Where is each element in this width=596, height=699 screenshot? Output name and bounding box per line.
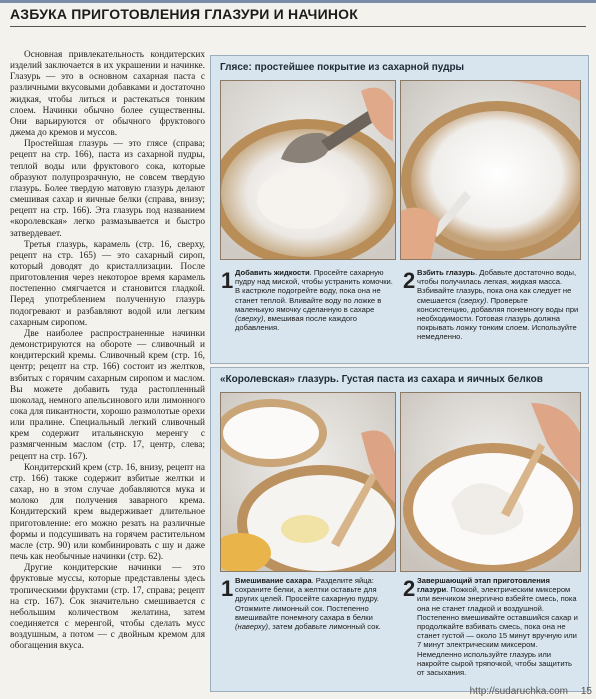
glace-panel [210,55,589,364]
body-text-column [10,50,205,690]
glace-step-2-text: . Добавьте достаточно воды, чтобы получилась легкая, жидкая масса. Взбивайте глазурь, пока она как следует не смешается [417,268,577,305]
glace-step-1-heading: Добавить жидкости [235,268,310,277]
glace-step-1-tail: , вмешивая после каждого добавления. [235,314,357,333]
royal-step-1 [235,576,393,631]
body-paragraph-3: Третья глазурь, карамель (стр. 16, сверху, рецепт на стр. 165) — это сахарный сироп, который доводят до кристаллизации. После приготовления через некоторое время карамель постепенно смягчается и становится гладкой. Перед употреблением полученную глазурь подогревают и разбавляют водой или легким сахарным сиропом. [10,239,205,328]
glace-panel-title: Глясе: простейшее покрытие из сахарной пудры [220,62,465,73]
body-paragraph-6: Другие кондитерские начинки — это фруктовые муссы, которые представлены здесь тропическими фруктами (стр. 17, справа; рецепт на стр. 167). Сок значительно смешивается с небольшим количеством желатина, затем соединяется с меренгой, чтобы сделать мусс воздушным, а потом — с двойным кремом для обогащения вкуса. [10,563,205,652]
body-paragraph-2: Простейшая глазурь — это глясе (справа; рецепт на стр. 166), паста из сахарной пудры, теплой воды или фруктового сока, которые образуют полупрозрачную, не совсем твердую глазурь. Более твердую матовую глазурь делают смешивая сахар и яичные белки (справа, внизу; рецепт на стр. 166). Эта глазурь под названием «королевская» легко размазывается и быстро затвердевает. [10,139,205,239]
royal-step-2-text: . Пожкой, электрическим миксером или венчиком энергично взбейте смесь, пока она не станет гладкой и воздушной. Постепенно вмешивайте оставшийся сахар и продолжайте взбивать смесь, пока она не станет густой — около 15 минут вручную или 7 минут электрическим миксером. Немедленно используйте глазурь или накройте сырой тряпочкой, чтобы защитить от засыхания. [417,585,578,678]
page-number: 15 [580,686,592,697]
photo-mix-sugar [220,392,396,572]
watermark-url: http://sudaruchka.com [469,686,568,697]
photo-beat-icing-illustration [401,393,580,571]
glace-step-2-ref: (сверху) [457,295,487,305]
glace-step-1-ref: (сверху) [235,314,264,324]
body-paragraph-1: Основная привлекательность кондитерских изделий заключается в их украшении и начинке. Глазурь — это в основном сахарная паста с различными вкусовыми добавками и достаточно жидкая, чтобы литься и растекаться тонким слоем. Начинки обычно более существенны. Они варьируются от обычного фруктового джема до кремов и муссов. [10,50,205,139]
photo-beat-icing [400,392,581,572]
photo-sift-sugar [220,80,396,260]
royal-step-2 [417,576,580,677]
royal-icing-panel-title: «Королевская» глазурь. Густая паста из сахара и яичных белков [220,374,543,385]
glace-step-1 [235,268,393,332]
glace-step-2 [417,268,580,342]
royal-icing-panel [210,367,589,692]
glace-step-2-heading: Взбить глазурь [417,268,476,277]
royal-step-1-heading: Вмешивание сахара [235,576,312,585]
royal-step-1-tail: , затем добавьте лимонный сок. [268,622,381,632]
top-rule [0,0,596,3]
royal-step-2-number: 2 [403,576,416,601]
photo-mix-sugar-illustration [221,393,395,571]
photo-sift-sugar-illustration [221,81,395,259]
royal-step-1-text: . Разделите яйца: сохраните белки, а желтки оставьте для других целей. Просейте сахарную пудру. Отожмите лимонный сок. Постепенно вмешивайте понемногу сахара в белки [235,576,379,622]
page-title: АЗБУКА ПРИГОТОВЛЕНИЯ ГЛАЗУРИ И НАЧИНОК [10,6,359,22]
royal-step-1-number: 1 [221,576,234,601]
glace-step-1-number: 1 [221,268,234,293]
glace-step-2-number: 2 [403,268,416,293]
photo-whisk-glaze-illustration [401,81,580,259]
body-paragraph-4: Две наиболее распространенные начинки демонстрируются на обороте — сливочный и кондитерский кремы. Сливочный крем (стр. 16, центр; рецепт на стр. 166) состоит из желтков, взбитых с горячим сахарным сиропом и маслом. Вы можете добавить туда растопленный шоколад, немного апельсинового или лимонного сока для пикантности, хорошо размолотые орехи или пралине. Специальный легкий сливочный крем содержит итальянскую меренгу с размягченным маслом (стр. 17, центр, слева; рецепт на стр. 167). [10,328,205,462]
title-divider [10,26,586,27]
royal-step-1-ref: (наверху) [235,622,269,632]
body-paragraph-5: Кондитерский крем (стр. 16, внизу, рецепт на стр. 166) также содержит взбитые желтки и сахар, но в этом случае добавляются мука и молоко для получения заварного крема. Кондитерский крем выдерживает длительное приготовление: его можно резать на различные формы и подсушивать на горячем растительном масле (стр. 90) или комбинировать с шу и даже печь как необычные начинки (стр. 62). [10,462,205,563]
glace-step-2-tail: . Проверьте консистенцию, добавляя понемногу воды при необходимости. Готовая глазурь должна покрывать ложку тонким слоем. Используйте немедленно. [417,295,579,342]
glace-step-1-text: . Просейте сахарную пудру над миской, чтобы устранить комочки. В кастрюле подогрейте воду, пока она не станет теплой. Вливайте воду по ложке в маленькую ямочку сделанную в сахаре [235,268,393,314]
photo-whisk-glaze [400,80,581,260]
royal-step-2-heading: Завершающий этап приготовления глазури [417,576,550,595]
